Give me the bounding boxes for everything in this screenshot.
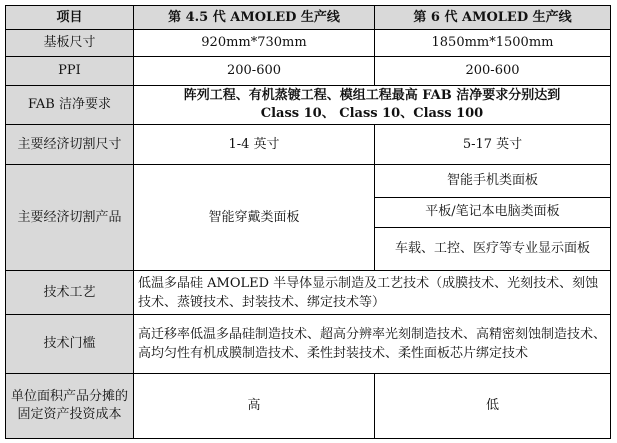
header-gen6: 第 6 代 AMOLED 生产线 [375, 6, 611, 30]
table-row [6, 57, 611, 86]
table-row [6, 165, 611, 198]
cell-cutting-products-gen45: 智能穿戴类面板 [134, 165, 375, 271]
cell-cutting-products-gen6-3: 车载、工控、医疗等专业显示面板 [375, 227, 611, 270]
table-row [6, 315, 611, 374]
cell-cutting-size-gen45: 1-4 英寸 [134, 125, 375, 165]
cell-cutting-products-gen6-2: 平板/笔记本电脑类面板 [375, 198, 611, 228]
row-label-cutting-products: 主要经济切割产品 [6, 165, 134, 271]
table-row [6, 270, 611, 314]
cell-ppi-gen45: 200-600 [134, 57, 375, 86]
cell-substrate-gen45: 920mm*730mm [134, 30, 375, 57]
row-label-barrier: 技术门槛 [6, 315, 134, 374]
cell-fab [134, 86, 611, 125]
fab-line-2: Class 10、 Class 10、Class 100 [260, 106, 484, 122]
row-label-ppi: PPI [6, 57, 134, 86]
cell-barrier: 高迁移率低温多晶硅制造技术、超高分辨率光刻制造技术、高精密刻蚀制造技术、高均匀性有机成膜制造技术、柔性封装技术、柔性面板芯片绑定技术 [134, 315, 611, 374]
cell-ppi-gen6: 200-600 [375, 57, 611, 86]
fab-line-1: 阵列工程、有机蒸镀工程、模组工程最高 FAB 洁净要求分别达到 [183, 88, 561, 104]
cell-technology: 低温多晶硅 AMOLED 半导体显示制造及工艺技术（成膜技术、光刻技术、刻蚀技术、蒸镀技术、封装技术、绑定技术等） [134, 270, 611, 314]
table-row [6, 125, 611, 165]
comparison-table [5, 5, 611, 439]
table-row [6, 86, 611, 125]
row-label-technology: 技术工艺 [6, 270, 134, 314]
header-item: 项目 [6, 6, 134, 30]
row-label-cutting-size: 主要经济切割尺寸 [6, 125, 134, 165]
cell-cost-gen45: 高 [134, 374, 375, 439]
cell-cutting-products-gen6-1: 智能手机类面板 [375, 165, 611, 198]
header-row [6, 6, 611, 30]
header-gen45: 第 4.5 代 AMOLED 生产线 [134, 6, 375, 30]
row-label-fab: FAB 洁净要求 [6, 86, 134, 125]
row-label-substrate: 基板尺寸 [6, 30, 134, 57]
cell-substrate-gen6: 1850mm*1500mm [375, 30, 611, 57]
table-row [6, 374, 611, 439]
row-label-cost: 单位面积产品分摊的固定资产投资成本 [6, 374, 134, 439]
cell-cost-gen6: 低 [375, 374, 611, 439]
cell-cutting-size-gen6: 5-17 英寸 [375, 125, 611, 165]
table-row [6, 30, 611, 57]
